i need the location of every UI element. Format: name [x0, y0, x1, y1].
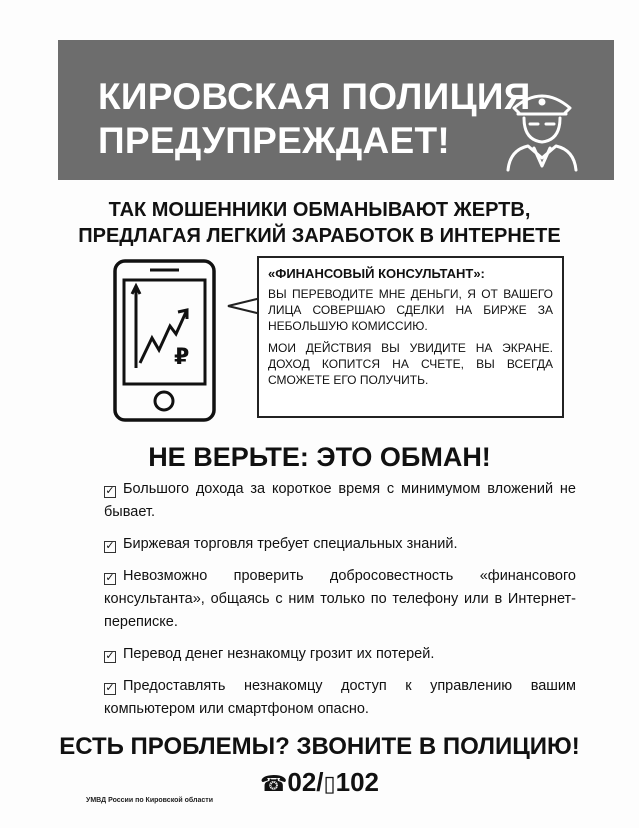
checkbox-icon: ✓ — [105, 650, 115, 662]
checklist-item-text: Перевод денег незнакомцу грозит их потерей. — [123, 646, 435, 662]
checklist-item — [104, 565, 576, 634]
landline-number: 02/ — [287, 767, 324, 797]
checkbox-icon: ✓ — [105, 485, 115, 497]
checklist-item-text: Большого дохода за короткое время с минимумом вложений не бывает. — [104, 481, 576, 520]
subtitle — [0, 197, 639, 249]
speech-bubble-heading: «ФИНАНСОВЫЙ КОНСУЛЬТАНТ»: — [268, 266, 485, 281]
checkbox-icon: ✓ — [105, 540, 115, 552]
subtitle-line-1: ТАК МОШЕННИКИ ОБМАНЫВАЮТ ЖЕРТВ, — [108, 199, 531, 221]
header-banner — [58, 40, 614, 180]
currency-symbol: ₽ — [174, 345, 190, 370]
checklist-item-text: Биржевая торговля требует специальных знаний. — [123, 536, 458, 552]
mobile-phone-icon: ▯ — [323, 771, 336, 796]
checkbox-icon: ✓ — [105, 572, 115, 584]
banner-title — [98, 75, 531, 163]
mobile-number: 102 — [335, 767, 380, 797]
checklist-item — [104, 478, 576, 524]
police-officer-icon — [494, 78, 590, 174]
banner-title-line-2: ПРЕДУПРЕЖДАЕТ! — [98, 120, 451, 161]
subtitle-line-2: ПРЕДЛАГАЯ ЛЕГКИЙ ЗАРАБОТОК В ИНТЕРНЕТЕ — [78, 225, 561, 247]
banner-title-line-1: КИРОВСКАЯ ПОЛИЦИЯ — [98, 76, 531, 117]
checkbox-icon: ✓ — [105, 682, 115, 694]
footer-organization: УМВД России по Кировской области — [86, 797, 214, 804]
checklist-item-text: Предоставлять незнакомцу доступ к управлению вашим компьютером или смартфоном опасно. — [104, 678, 576, 717]
checklist-item-text: Невозможно проверить добросовестность «финансового консультанта», общаясь с ним только по телефону или в Интернет-переписке. — [104, 568, 576, 630]
smartphone-chart-icon — [112, 258, 217, 423]
telephone-icon: ☎ — [259, 771, 288, 796]
checklist-item — [104, 533, 576, 556]
checklist-item — [104, 675, 576, 721]
speech-bubble-paragraph-2: МОИ ДЕЙСТВИЯ ВЫ УВИДИТЕ НА ЭКРАНЕ. ДОХОД КОПИТСЯ НА СЧЕТЕ, ВЫ ВСЕГДА СМОЖЕТЕ ЕГО ПОЛУЧИТЬ. — [268, 341, 553, 387]
emergency-numbers — [0, 766, 639, 800]
speech-bubble — [257, 256, 564, 418]
checklist — [104, 478, 576, 730]
call-to-action: ЕСТЬ ПРОБЛЕМЫ? ЗВОНИТЕ В ПОЛИЦИЮ! — [59, 733, 580, 760]
checklist-item — [104, 643, 576, 666]
speech-bubble-paragraph-1: ВЫ ПЕРЕВОДИТЕ МНЕ ДЕНЬГИ, Я ОТ ВАШЕГО ЛИЦА СОВЕРШАЮ СДЕЛКИ НА БИРЖЕ ЗА НЕБОЛЬШУЮ КОМИССИЮ. — [268, 287, 553, 333]
warning-heading: НЕ ВЕРЬТЕ: ЭТО ОБМАН! — [148, 442, 491, 472]
